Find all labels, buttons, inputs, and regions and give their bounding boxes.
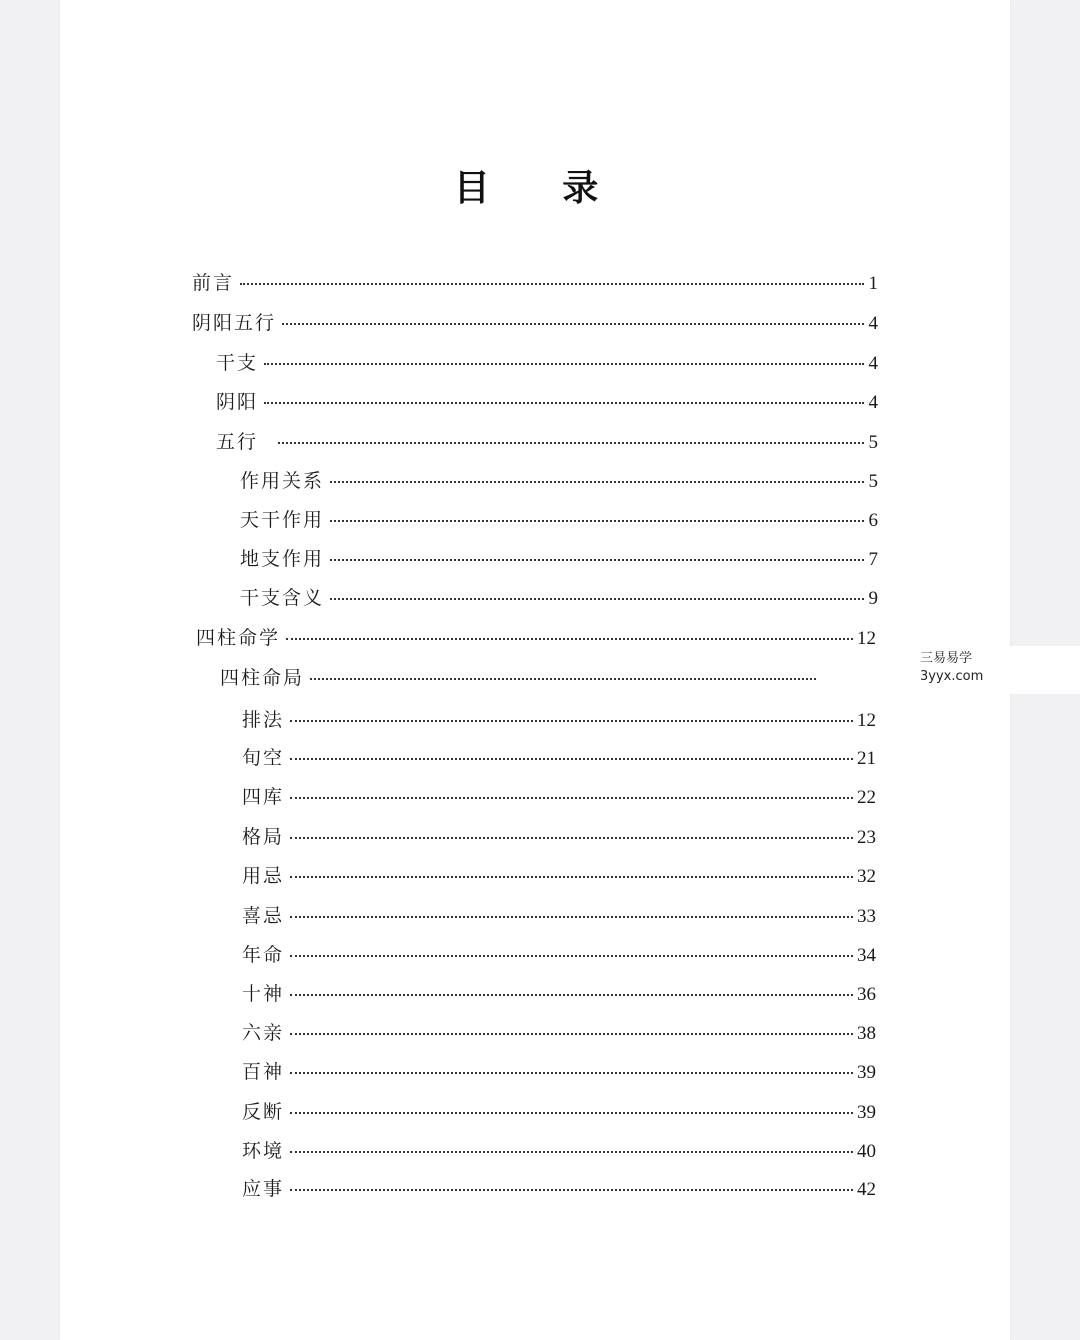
toc-entry-shishen[interactable]	[242, 979, 876, 1005]
page-title: 目 录	[453, 167, 629, 209]
toc-entry-yinyang-wuxing[interactable]	[192, 308, 878, 334]
toc-entry-label: 用忌	[242, 865, 285, 887]
toc-entry-label: 阴阳	[216, 391, 259, 413]
toc-entry-xiji[interactable]	[242, 901, 876, 927]
leader-dots	[290, 1151, 853, 1153]
toc-entry-siku[interactable]	[242, 782, 876, 808]
leader-dots	[290, 994, 853, 996]
leader-dots	[264, 402, 864, 404]
toc-entry-huanjing[interactable]	[242, 1136, 876, 1162]
toc-entry-liuqin[interactable]	[242, 1018, 876, 1044]
toc-entry-page: 1	[868, 273, 878, 294]
toc-entry-xunkong[interactable]	[242, 743, 876, 769]
toc-entry-label: 环境	[242, 1140, 285, 1162]
leader-dots	[310, 678, 816, 680]
leader-dots	[290, 1189, 853, 1191]
leader-dots	[290, 1072, 853, 1074]
leader-dots	[330, 559, 864, 561]
toc-entry-page: 38	[857, 1023, 876, 1044]
toc-entry-label: 旬空	[242, 747, 285, 769]
watermark-title: 三易易学	[920, 651, 973, 666]
toc-entry-label: 年命	[242, 944, 285, 966]
toc-entry-geju[interactable]	[242, 822, 876, 848]
toc-entry-label: 六亲	[242, 1022, 285, 1044]
toc-entry-page: 12	[857, 628, 876, 649]
toc-entry-page: 36	[857, 984, 876, 1005]
toc-entry-page: 7	[868, 549, 878, 570]
leader-dots	[290, 720, 853, 722]
leader-dots	[290, 916, 853, 918]
toc-entry-dizhi-zuoyong[interactable]	[240, 544, 878, 570]
toc-entry-page: 4	[868, 392, 878, 413]
toc-entry-page: 5	[868, 432, 878, 453]
toc-entry-sizhu-mingju[interactable]	[220, 663, 830, 689]
toc-entry-nianming[interactable]	[242, 940, 876, 966]
toc-entry-page: 33	[857, 906, 876, 927]
toc-entry-label: 干支含义	[240, 587, 325, 609]
toc-entry-page: 32	[857, 866, 876, 887]
leader-dots	[290, 837, 853, 839]
toc-entry-page: 23	[857, 827, 876, 848]
document-page	[60, 0, 1010, 1340]
toc-entry-label: 干支	[216, 352, 259, 374]
toc-entry-zuoyong-guanxi[interactable]	[240, 466, 878, 492]
toc-entry-label: 喜忌	[242, 905, 285, 927]
toc-entry-fanduan[interactable]	[242, 1097, 876, 1123]
leader-dots	[290, 955, 853, 957]
leader-dots	[330, 520, 864, 522]
toc-entry-label: 百神	[242, 1061, 285, 1083]
toc-entry-sizhu-mingxue[interactable]	[196, 623, 876, 649]
toc-entry-page: 39	[857, 1062, 876, 1083]
toc-entry-label: 地支作用	[240, 548, 325, 570]
toc-entry-tiangan-zuoyong[interactable]	[240, 505, 878, 531]
toc-entry-page: 6	[868, 510, 878, 531]
leader-dots	[290, 797, 853, 799]
toc-entry-label: 五行	[216, 431, 259, 453]
toc-entry-page: 4	[868, 353, 878, 374]
toc-entry-wuxing[interactable]	[216, 427, 878, 453]
toc-entry-ganzhi[interactable]	[216, 348, 878, 374]
toc-entry-ganzhi-hanyi[interactable]	[240, 583, 878, 609]
leader-dots	[282, 323, 864, 325]
toc-entry-label: 应事	[242, 1178, 285, 1200]
toc-entry-page: 21	[857, 748, 876, 769]
toc-entry-yongji[interactable]	[242, 861, 876, 887]
toc-entry-label: 反断	[242, 1101, 285, 1123]
toc-entry-label: 四柱命学	[196, 627, 281, 649]
toc-entry-label: 阴阳五行	[192, 312, 277, 334]
toc-entry-page: 9	[868, 588, 878, 609]
toc-entry-label: 作用关系	[240, 470, 325, 492]
toc-entry-baishen[interactable]	[242, 1057, 876, 1083]
leader-dots	[290, 1112, 853, 1114]
leader-dots	[278, 442, 864, 444]
toc-entry-yingshi[interactable]	[242, 1174, 876, 1200]
leader-dots	[240, 283, 864, 285]
toc-entry-label: 天干作用	[240, 509, 325, 531]
toc-entry-page: 4	[868, 313, 878, 334]
leader-dots	[330, 481, 864, 483]
toc-entry-label: 前言	[192, 272, 235, 294]
toc-entry-page: 39	[857, 1102, 876, 1123]
toc-entry-page: 42	[857, 1179, 876, 1200]
toc-entry-paifa[interactable]	[242, 705, 876, 731]
toc-entry-preface[interactable]	[192, 268, 878, 294]
watermark	[910, 646, 1080, 694]
toc-entry-yinyang[interactable]	[216, 387, 878, 413]
leader-dots	[264, 363, 864, 365]
leader-dots	[286, 638, 853, 640]
toc-entry-label: 排法	[242, 709, 285, 731]
leader-dots	[290, 758, 853, 760]
leader-dots	[290, 1033, 853, 1035]
toc-entry-page: 12	[857, 710, 876, 731]
toc-entry-label: 四柱命局	[220, 667, 305, 689]
watermark-url: 3yyx.com	[920, 669, 984, 684]
leader-dots	[330, 598, 864, 600]
toc-entry-page: 22	[857, 787, 876, 808]
toc-entry-page: 5	[868, 471, 878, 492]
toc-entry-page: 34	[857, 945, 876, 966]
toc-entry-label: 格局	[242, 826, 285, 848]
toc-entry-label: 四库	[242, 786, 285, 808]
leader-dots	[290, 876, 853, 878]
toc-entry-page: 40	[857, 1141, 876, 1162]
toc-entry-label: 十神	[242, 983, 285, 1005]
